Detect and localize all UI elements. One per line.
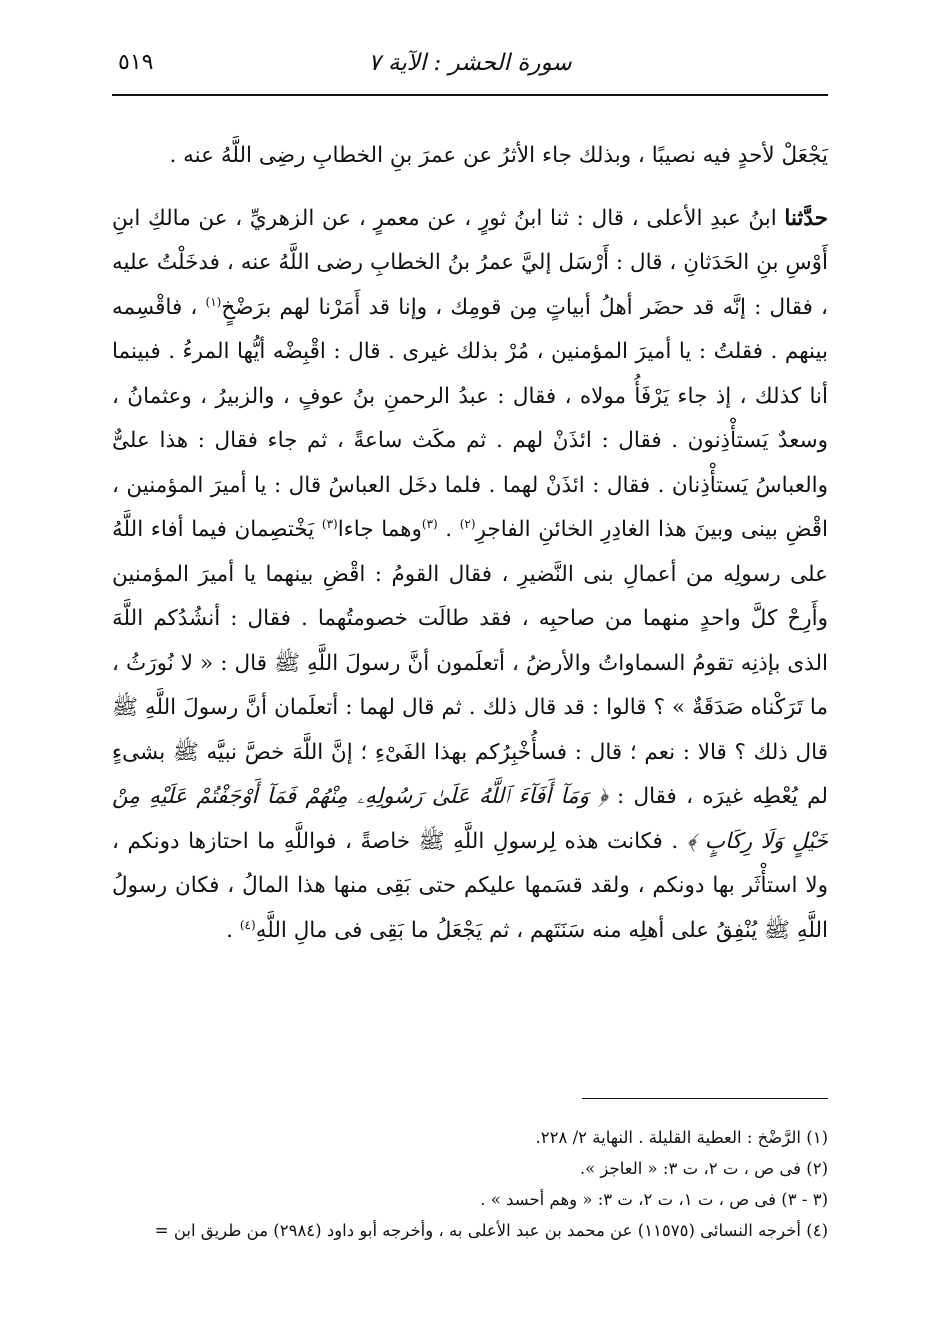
footnote-ref-4[interactable]: (٤) (239, 917, 256, 932)
quran-verse: ﴿ وَمَآ أَفَآءَ ٱللَّهُ عَلَىٰ رَسُولِهِۦ مِنْهُمْ فَمَآ أَوْجَفْتُمْ عَلَيْهِ مِنْ خَيْلٍ وَلَا رِكَابٍ ﴾ (112, 784, 828, 854)
footnote-1: (١) الرَّضْخ : العطية القليلة . النهاية ٢/ ٢٢٨. (535, 1128, 828, 1147)
footnote-ref-1[interactable]: (١) (205, 294, 222, 309)
running-title: سورة الحشر : الآية ٧ (368, 50, 572, 76)
footnote-4: (٤) أخرجه النسائى (١١٥٧٥) عن محمد بن عبد الأعلى به ، وأخرجه أبو داود (٢٩٨٤) من طريق ابن = (154, 1221, 828, 1240)
footnote-ref-2[interactable]: (٢) (459, 516, 476, 531)
footnote-ref-3-end[interactable]: (٣) (321, 516, 338, 531)
header-rule (112, 94, 828, 96)
paragraph-text: ، فاقْسِمه بينهم . فقلتُ : يا أميرَ المؤمنين ، مُرْ بذلك غيرى . قال : اقْبِضْه أيُّها المرءُ . فبينما أنا كذلك ، إذ جاء يَرْفَأُ مولاه ، فقال : عبدُ الرحمنِ بنُ عوفٍ ، والزبيرُ ، وعثمانُ ، وسعدٌ يَستأْذِنون . فقال : ائذَنْ لهم . ثم مكَث ساعةً ، ثم جاء فقال : هذا علىٌّ والعباسُ يَستأْذِنان . فقال : ائذَنْ لهما . فلما دخَل العباسُ قال : يا أميرَ المؤمنين ، اقْضِ بينى وبينَ هذا الغادِرِ الخائنِ الفاجرِ (112, 294, 829, 542)
paragraph-lead: حدَّثنا (784, 205, 828, 231)
footnotes (112, 1122, 828, 1246)
paragraph-end: . (226, 917, 234, 943)
paragraph-text: وهما جاءا (337, 517, 422, 542)
page-header (112, 50, 828, 92)
footnote-ref-3-start[interactable]: (٣) (421, 516, 438, 531)
page-number: ٥١٩ (118, 50, 154, 75)
footnote-2: (٢) فى ص ، ت ٢، ت ٣: « العاجز ». (579, 1159, 828, 1178)
paragraph-text: . فكانت هذه لِرسولِ اللَّهِ ﷺ خاصةً ، فواللَّهِ ما احتازها دونكم ، ولا استأْثَر بها دونكم ، ولقد قسَمها عليكم حتى بَقِى منها هذا المالُ ، فكان رسولُ اللَّهِ ﷺ يُنْفِقُ على أهلِه منه سَنَتَهم ، ثم يَجْعَلُ ما بَقِى فى مالِ اللَّهِ (112, 828, 828, 943)
paragraph-1: يَجْعَلْ لأحدٍ فيه نصيبًا ، وبذلك جاء الأثرُ عن عمرَ بنِ الخطابِ رضِى اللَّهُ عنه . (169, 143, 828, 168)
paragraph-text: ابنُ عبدِ الأعلى ، قال : ثنا ابنُ ثورٍ ، عن معمرٍ ، عن الزهريِّ ، عن مالكِ ابنِ أَوْسِ بنِ الحَدَثانِ ، قال : أَرْسَل إليَّ عمرُ بنُ الخطابِ رضى اللَّهُ عنه ، فدخَلْتُ عليه ، فقال : إنَّه قد حضَر أهلُ أبياتٍ مِن قومِك ، وإنا قد أَمَرْنا لهم برَضْخٍ (112, 205, 828, 320)
main-text (112, 134, 828, 953)
paragraph-text: يَخْتصِمان فيما أفاء اللَّهُ على رسولِه من أعمالِ بنى النَّضيرِ ، فقال القومُ : اقْضِ بينهما يا أميرَ المؤمنين وأَرِحْ كلَّ واحدٍ منهما من صاحبِه ، فقد طالَت خصومتُهما . فقال : أنشُدُكم اللَّهَ الذى بإذنِه تقومُ السماواتُ والأرضُ ، أتعلَمون أنَّ رسولَ اللَّهِ ﷺ قال : « لا نُورَثُ ، ما تَرَكْناه صَدَقَةٌ » ؟ قالوا : قد قال ذلك . ثم قال لهما : أتعلَمان أنَّ رسولَ اللَّهِ ﷺ قال ذلك ؟ قالا : نعم ؛ قال : فسأُخْبِرُكم بهذا الفَىْءِ ؛ إنَّ اللَّهَ خصَّ نبيَّه ﷺ بشىءٍ لم يُعْطِه غيرَه ، فقال : (112, 517, 828, 809)
footnote-3: (٣ - ٣) فى ص ، ت ١، ت ٢، ت ٣: « وهم أحسد » . (480, 1190, 828, 1209)
footnote-rule (582, 1098, 828, 1099)
paragraph-text: . (437, 517, 453, 542)
paragraph-2 (112, 197, 828, 954)
